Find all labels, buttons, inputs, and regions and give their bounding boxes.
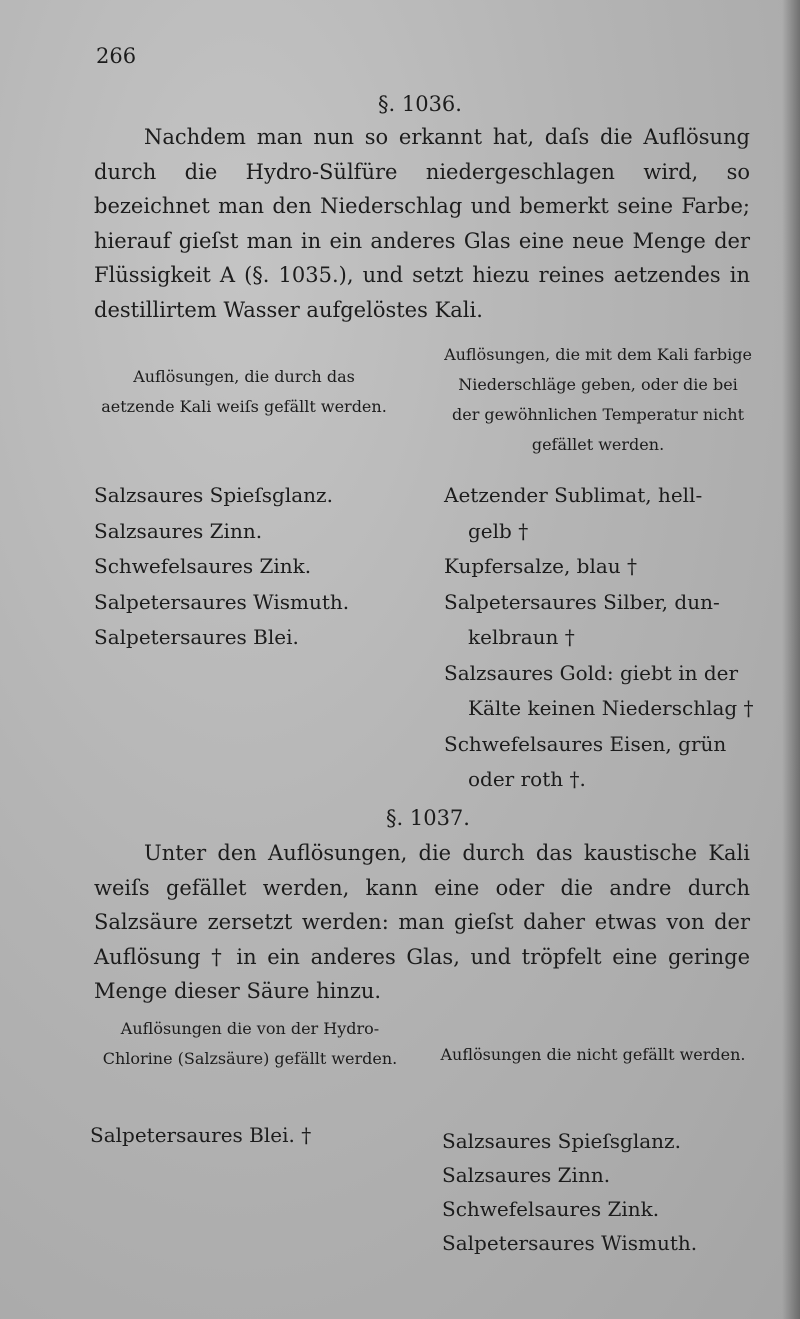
table-1037-left-heading: Auflösungen die von der Hydro-Chlorine (Salzsäure) gefällt werden. [102, 1019, 398, 1068]
table-1036-left-heading: Auflösungen, die durch das aetzende Kali weiſs gefällt werden. [101, 367, 387, 416]
list-item: Salpetersaures Silber, dun- [444, 589, 720, 614]
table-1037-right-heading: Auflösungen die nicht gefällt werden. [440, 1045, 746, 1064]
list-item: Aetzender Sublimat, hell- [444, 483, 703, 507]
list-item: Salzsaures Zinn. [94, 518, 263, 543]
section-1037-paragraph-text: Unter den Auflösungen, die durch das kaustische Kali weiſs gefället werden, kann eine oder die andre durch Salzsäure zersetzt werden: man gieſst daher etwas von der Auflösung † in ein anderes Glas, und tröpfelt eine geringe Menge dieser Säure hinzu. [94, 841, 750, 1003]
section-1037-heading: §. 1037. [386, 806, 470, 830]
list-item: Salpetersaures Wismuth. [94, 589, 350, 614]
list-item: Salpetersaures Blei. [94, 625, 299, 649]
list-item: Schwefelsaures Eisen, grün [444, 731, 727, 756]
list-item: Salzsaures Gold: giebt in der [444, 660, 739, 685]
section-1036-paragraph-text: Nachdem man nun so erkannt hat, daſs die Auflösung durch die Hydro-Sülfüre niedergeschlagen wird, so bezeichnet man den Niederschlag und bemerkt seine Farbe; hierauf gieſst man in ein anderes Glas eine neue Menge der Flüssigkeit A (§. 1035.), und setzt hiezu reines aetzendes in destillirtem Wasser aufgelöstes Kali. [94, 125, 750, 322]
list-item: gelb † [468, 518, 529, 543]
list-item: Salzsaures Spieſsglanz. [94, 483, 333, 507]
table-1036-left-list [94, 478, 349, 656]
list-item: Schwefelsaures Zink. [442, 1197, 660, 1221]
table-1037-left-list [90, 1118, 311, 1154]
section-1036-heading: §. 1036. [378, 92, 462, 116]
page-number: 266 [96, 44, 137, 68]
list-item: Salzsaures Zinn. [442, 1163, 611, 1187]
list-item: Kupfersalze, blau † [444, 554, 638, 578]
page-edge-shadow [782, 0, 800, 1319]
table-1037-right-list [442, 1124, 697, 1260]
list-item: Salpetersaures Blei. † [90, 1123, 312, 1147]
list-item: Salzsaures Spieſsglanz. [442, 1129, 681, 1153]
list-item: Kälte keinen Niederschlag † [468, 696, 754, 720]
table-1036-right-list [444, 478, 754, 798]
list-item: Schwefelsaures Zink. [94, 554, 312, 578]
table-1036-right-heading: Auflösungen, die mit dem Kali farbige Niederschläge geben, oder die bei der gewöhnlichen Temperatur nicht gefället werden. [444, 345, 752, 454]
section-1036-paragraph [94, 120, 750, 327]
list-item: kelbraun † [468, 625, 575, 649]
section-1037-paragraph [94, 836, 750, 1009]
list-item: Salpetersaures Wismuth. [442, 1231, 698, 1255]
list-item: oder roth †. [468, 767, 586, 791]
